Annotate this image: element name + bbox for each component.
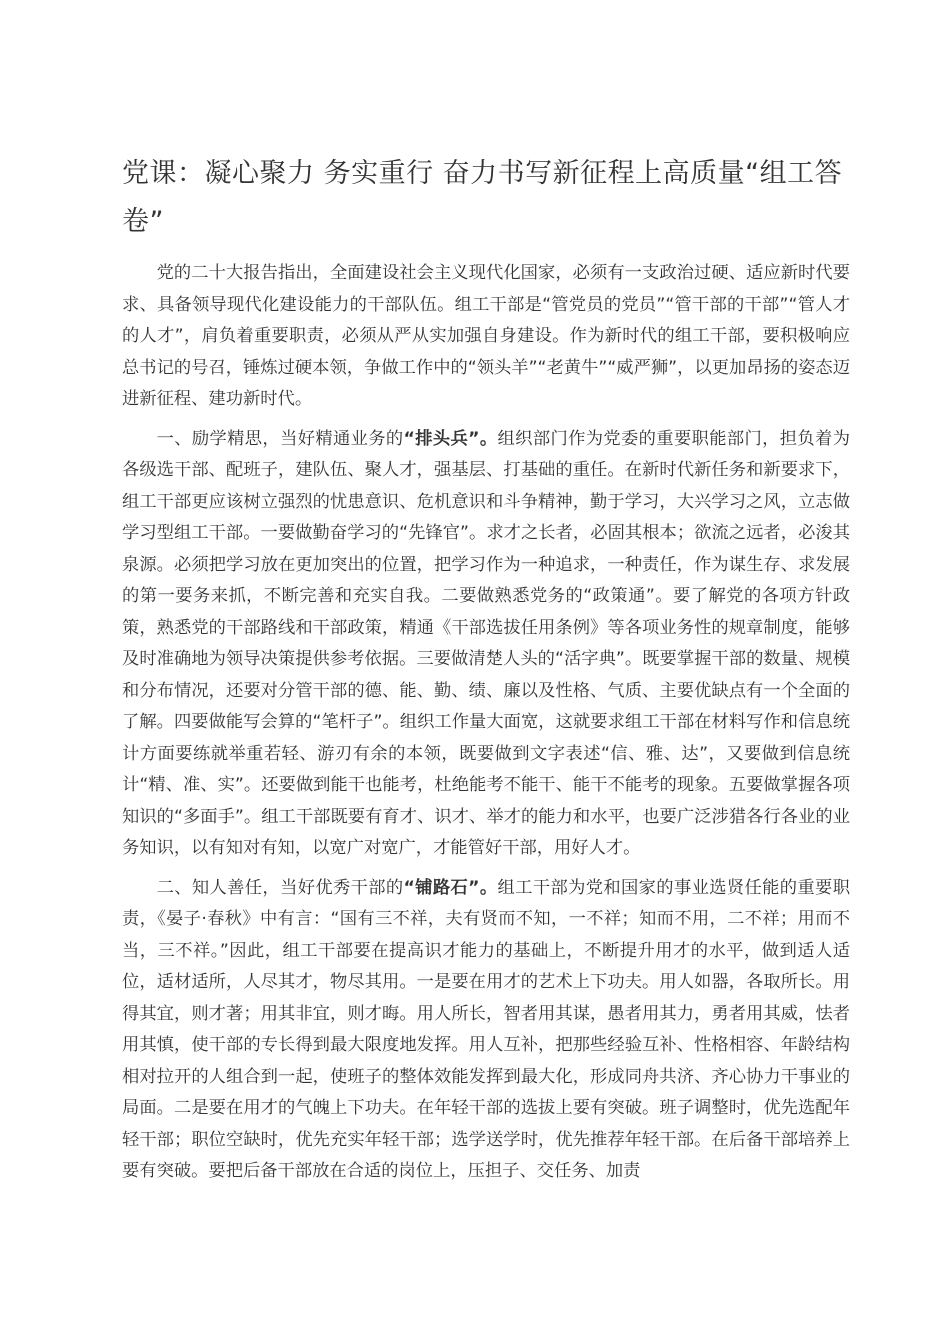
document-page xyxy=(122,150,850,1196)
section-1-body: 组织部门作为党委的重要职能部门，担负着为各级选干部、配班子，建队伍、聚人才，强基层、打基础的重任。在新时代新任务和新要求下，组工干部更应该树立强烈的忧患意识、危机意识和斗争精神，勤于学习，大兴学习之风，立志做学习型组工干部。一要做勤奋学习的“先锋官”。求才之长者，必固其根本；欲流之远者，必浚其泉源。必须把学习放在更加突出的位置，把学习作为一种追求，一种责任，作为谋生存、求发展的第一要务来抓，不断完善和充实自我。二要做熟悉党务的“政策通”。要了解党的各项方针政策，熟悉党的干部路线和干部政策，精通《干部选拔任用条例》等各项业务性的规章制度，能够及时准确地为领导决策提供参考依据。三要做清楚人头的“活字典”。既要掌握干部的数量、规模和分布情况，还要对分管干部的德、能、勤、绩、廉以及性格、气质、主要优缺点有一个全面的了解。四要做能写会算的“笔杆子”。组织工作量大面宽，这就要求组工干部在材料写作和信息统计方面要练就举重若轻、游刃有余的本领，既要做到文字表述“信、雅、达”，又要做到信息统计“精、准、实”。还要做到能干也能考，杜绝能考不能干、能干不能考的现象。五要做掌握各项知识的“多面手”。组工干部既要有育才、识才、举才的能力和水平，也要广泛涉猎各行各业的业务知识，以有知对有知，以宽广对宽广，才能管好干部，用好人才。 xyxy=(122,428,850,858)
section-2-body: 组工干部为党和国家的事业选贤任能的重要职责，《晏子·春秋》中有言：“国有三不祥，夫有贤而不知，一不祥；知而不用，二不祥；用而不当，三不祥。”因此，组工干部要在提高识才能力的基础上，不断提升用才的水平，做到适人适位，适材适所，人尽其才，物尽其用。一是要在用才的艺术上下功夫。用人如器，各取所长。用得其宜，则才著；用其非宜，则才晦。用人所长，智者用其谋，愚者用其力，勇者用其威，怯者用其慎，使干部的专长得到最大限度地发挥。用人互补，把那些经验互补、性格相容、年龄结构相对拉开的人组合到一起，使班子的整体效能发挥到最大化，形成同舟共济、齐心协力干事业的局面。二是要在用才的气魄上下功夫。在年轻干部的选拔上要有突破。班子调整时，优先选配年轻干部；职位空缺时，优先充实年轻干部；选学送学时，优先推荐年轻干部。在后备干部培养上要有突破。要把后备干部放在合适的岗位上，压担子、交任务、加责 xyxy=(122,877,850,1181)
section-1-prefix: 一、励学精思，当好精通业务的 xyxy=(156,428,404,449)
section-2-lead: “铺路石”。 xyxy=(403,877,498,898)
section-1-lead: “排头兵”。 xyxy=(403,428,498,449)
section-1-paragraph xyxy=(122,424,850,865)
document-title: 党课：凝心聚力 务实重行 奋力书写新征程上高质量“组工答卷” xyxy=(122,158,843,237)
intro-paragraph: 党的二十大报告指出，全面建设社会主义现代化国家，必须有一支政治过硬、适应新时代要求、具备领导现代化建设能力的干部队伍。组工干部是“管党员的党员”“管干部的干部”“管人才的人才”，肩负着重要职责，必须从严从实加强自身建设。作为新时代的组工干部，要积极响应总书记的号召，锤炼过硬本领，争做工作中的“领头羊”“老黄牛”“威严狮”，以更加昂扬的姿态迈进新征程、建功新时代。 xyxy=(122,263,850,409)
section-2-prefix: 二、知人善任，当好优秀干部的 xyxy=(156,877,404,898)
section-2-paragraph xyxy=(122,873,850,1188)
